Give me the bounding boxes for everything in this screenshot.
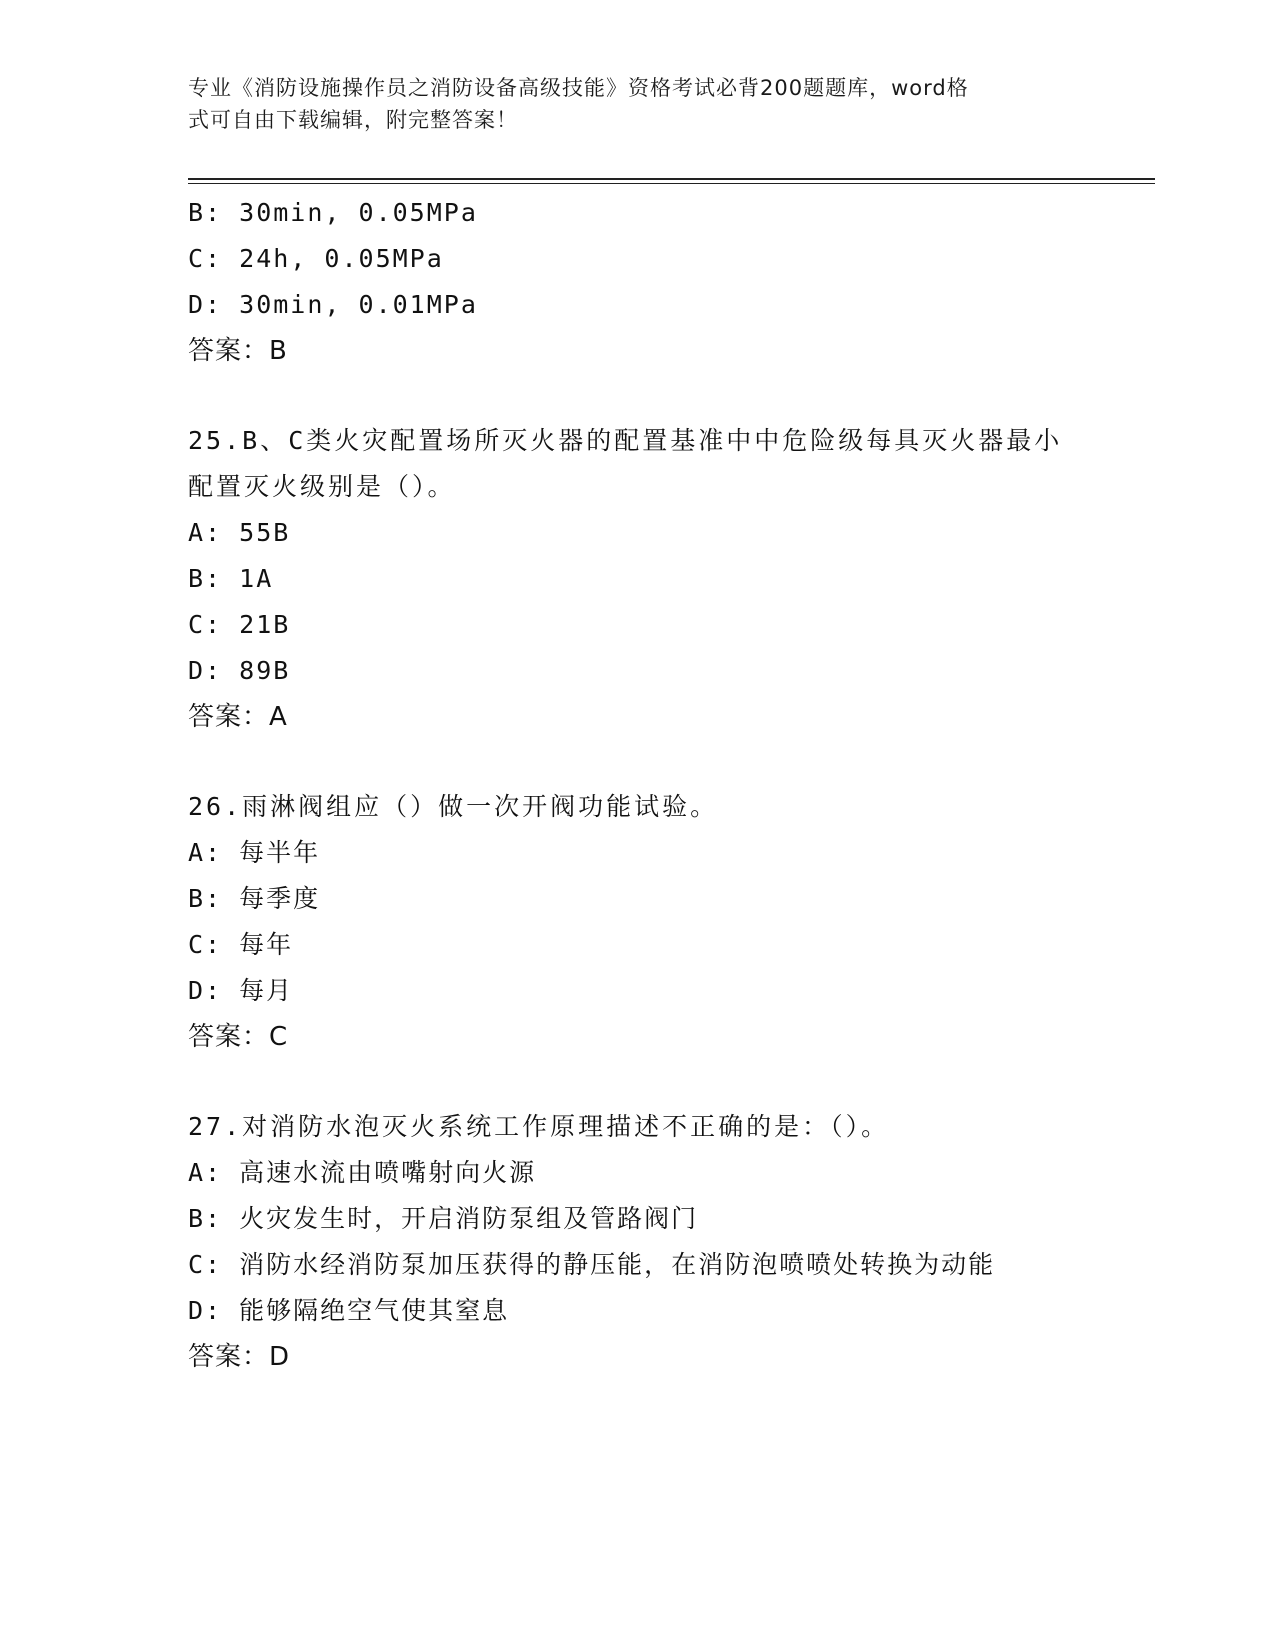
header-divider-thick	[188, 178, 1155, 180]
option-c: C: 24h, 0.05MPa	[188, 244, 444, 273]
option-a: A: 55B	[188, 518, 291, 547]
header-divider-thin	[188, 183, 1155, 184]
question-27	[188, 1104, 1148, 1380]
option-a: A: 每半年	[188, 838, 321, 867]
question-24-continuation	[188, 190, 1148, 374]
question-title: 27.对消防水泡灭火系统工作原理描述不正确的是：（）。	[188, 1112, 890, 1141]
option-d: D: 89B	[188, 656, 291, 685]
option-c: C: 21B	[188, 610, 291, 639]
option-b: B: 1A	[188, 564, 274, 593]
option-d: D: 30min, 0.01MPa	[188, 290, 478, 319]
document-header	[188, 72, 1088, 136]
answer-line: 答案：A	[188, 702, 288, 732]
question-title-line-1: 25.B、C类火灾配置场所灭火器的配置基准中中危险级每具灭火器最小	[188, 426, 1063, 455]
option-a: A: 高速水流由喷嘴射向火源	[188, 1158, 537, 1187]
question-25	[188, 418, 1148, 740]
option-b: B: 火灾发生时，开启消防泵组及管路阀门	[188, 1204, 699, 1233]
answer-line: 答案：C	[188, 1022, 289, 1052]
header-line-1: 专业《消防设施操作员之消防设备高级技能》资格考试必背200题题库，word格	[188, 76, 969, 100]
option-c: C: 每年	[188, 930, 294, 959]
option-d: D: 每月	[188, 976, 294, 1005]
option-b: B: 30min, 0.05MPa	[188, 198, 478, 227]
header-line-2: 式可自由下载编辑，附完整答案！	[188, 108, 518, 132]
option-d: D: 能够隔绝空气使其窒息	[188, 1296, 510, 1325]
answer-line: 答案：D	[188, 1342, 291, 1372]
answer-line: 答案：B	[188, 336, 288, 366]
question-title: 26.雨淋阀组应（）做一次开阀功能试验。	[188, 792, 719, 821]
question-title-line-2: 配置灭火级别是（）。	[188, 472, 456, 501]
option-c: C: 消防水经消防泵加压获得的静压能，在消防泡喷喷处转换为动能	[188, 1250, 996, 1279]
question-26	[188, 784, 1148, 1060]
option-b: B: 每季度	[188, 884, 321, 913]
question-list	[188, 190, 1148, 1380]
